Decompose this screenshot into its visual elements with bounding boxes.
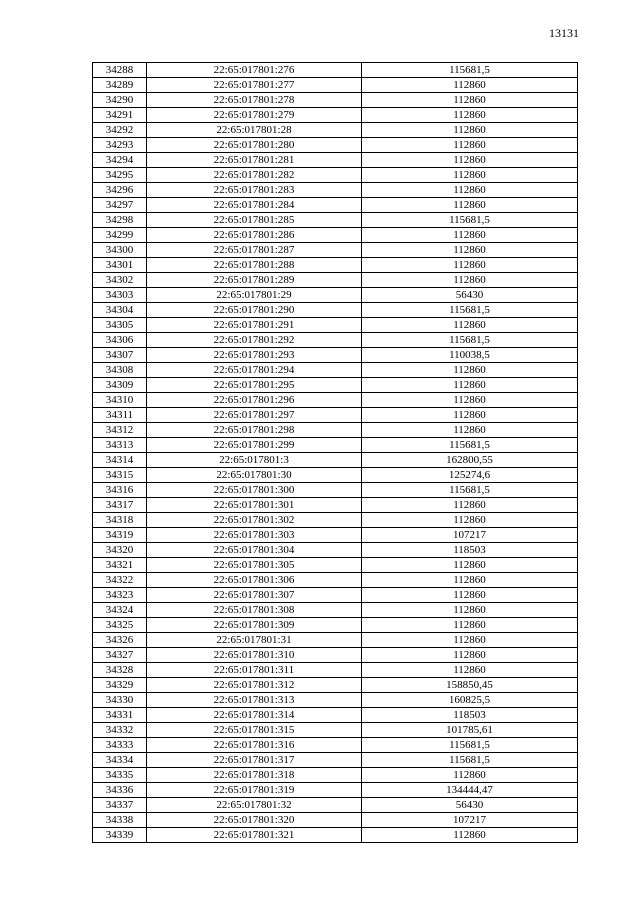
value-cell: 115681,5 xyxy=(362,213,578,228)
row-index-cell: 34321 xyxy=(93,558,147,573)
table-body xyxy=(93,63,578,843)
row-index-cell: 34293 xyxy=(93,138,147,153)
row-index-cell: 34294 xyxy=(93,153,147,168)
cadastral-number-cell: 22:65:017801:297 xyxy=(147,408,362,423)
cadastral-number-cell: 22:65:017801:280 xyxy=(147,138,362,153)
table-row xyxy=(93,678,578,693)
value-cell: 115681,5 xyxy=(362,738,578,753)
value-cell: 112860 xyxy=(362,258,578,273)
row-index-cell: 34313 xyxy=(93,438,147,453)
cadastral-number-cell: 22:65:017801:313 xyxy=(147,693,362,708)
table-row xyxy=(93,153,578,168)
cadastral-number-cell: 22:65:017801:316 xyxy=(147,738,362,753)
cadastral-number-cell: 22:65:017801:285 xyxy=(147,213,362,228)
table-row xyxy=(93,408,578,423)
value-cell: 112860 xyxy=(362,663,578,678)
table-row xyxy=(93,543,578,558)
value-cell: 112860 xyxy=(362,633,578,648)
value-cell: 112860 xyxy=(362,618,578,633)
cadastral-number-cell: 22:65:017801:291 xyxy=(147,318,362,333)
value-cell: 112860 xyxy=(362,558,578,573)
value-cell: 112860 xyxy=(362,108,578,123)
value-cell: 112860 xyxy=(362,588,578,603)
table-row xyxy=(93,528,578,543)
value-cell: 112860 xyxy=(362,153,578,168)
cadastral-number-cell: 22:65:017801:306 xyxy=(147,573,362,588)
value-cell: 118503 xyxy=(362,708,578,723)
table-row xyxy=(93,558,578,573)
table-row xyxy=(93,363,578,378)
cadastral-number-cell: 22:65:017801:312 xyxy=(147,678,362,693)
value-cell: 107217 xyxy=(362,813,578,828)
cadastral-number-cell: 22:65:017801:317 xyxy=(147,753,362,768)
row-index-cell: 34337 xyxy=(93,798,147,813)
cadastral-number-cell: 22:65:017801:320 xyxy=(147,813,362,828)
row-index-cell: 34307 xyxy=(93,348,147,363)
table-row xyxy=(93,183,578,198)
row-index-cell: 34296 xyxy=(93,183,147,198)
row-index-cell: 34303 xyxy=(93,288,147,303)
row-index-cell: 34299 xyxy=(93,228,147,243)
row-index-cell: 34302 xyxy=(93,273,147,288)
cadastral-number-cell: 22:65:017801:31 xyxy=(147,633,362,648)
row-index-cell: 34335 xyxy=(93,768,147,783)
cadastral-number-cell: 22:65:017801:314 xyxy=(147,708,362,723)
value-cell: 115681,5 xyxy=(362,753,578,768)
row-index-cell: 34291 xyxy=(93,108,147,123)
row-index-cell: 34318 xyxy=(93,513,147,528)
value-cell: 110038,5 xyxy=(362,348,578,363)
table-row xyxy=(93,618,578,633)
value-cell: 112860 xyxy=(362,648,578,663)
cadastral-number-cell: 22:65:017801:294 xyxy=(147,363,362,378)
cadastral-number-cell: 22:65:017801:301 xyxy=(147,498,362,513)
row-index-cell: 34298 xyxy=(93,213,147,228)
cadastral-number-cell: 22:65:017801:296 xyxy=(147,393,362,408)
value-cell: 112860 xyxy=(362,768,578,783)
value-cell: 112860 xyxy=(362,513,578,528)
cadastral-number-cell: 22:65:017801:288 xyxy=(147,258,362,273)
table-row xyxy=(93,333,578,348)
row-index-cell: 34314 xyxy=(93,453,147,468)
row-index-cell: 34329 xyxy=(93,678,147,693)
value-cell: 112860 xyxy=(362,168,578,183)
table-row xyxy=(93,228,578,243)
table-row xyxy=(93,423,578,438)
table-row xyxy=(93,768,578,783)
cadastral-number-cell: 22:65:017801:307 xyxy=(147,588,362,603)
row-index-cell: 34332 xyxy=(93,723,147,738)
value-cell: 112860 xyxy=(362,423,578,438)
value-cell: 101785,61 xyxy=(362,723,578,738)
table-row xyxy=(93,123,578,138)
table-row xyxy=(93,753,578,768)
table-row xyxy=(93,468,578,483)
value-cell: 112860 xyxy=(362,228,578,243)
table-row xyxy=(93,93,578,108)
value-cell: 162800,55 xyxy=(362,453,578,468)
table-row xyxy=(93,108,578,123)
table-row xyxy=(93,603,578,618)
value-cell: 107217 xyxy=(362,528,578,543)
value-cell: 115681,5 xyxy=(362,333,578,348)
row-index-cell: 34320 xyxy=(93,543,147,558)
row-index-cell: 34330 xyxy=(93,693,147,708)
row-index-cell: 34309 xyxy=(93,378,147,393)
table-row xyxy=(93,798,578,813)
cadastral-number-cell: 22:65:017801:281 xyxy=(147,153,362,168)
row-index-cell: 34327 xyxy=(93,648,147,663)
table-row xyxy=(93,828,578,843)
cadastral-number-cell: 22:65:017801:308 xyxy=(147,603,362,618)
cadastral-number-cell: 22:65:017801:282 xyxy=(147,168,362,183)
row-index-cell: 34288 xyxy=(93,63,147,78)
row-index-cell: 34334 xyxy=(93,753,147,768)
value-cell: 112860 xyxy=(362,603,578,618)
value-cell: 112860 xyxy=(362,93,578,108)
table-row xyxy=(93,288,578,303)
cadastral-number-cell: 22:65:017801:310 xyxy=(147,648,362,663)
table-row xyxy=(93,393,578,408)
value-cell: 112860 xyxy=(362,378,578,393)
row-index-cell: 34297 xyxy=(93,198,147,213)
row-index-cell: 34338 xyxy=(93,813,147,828)
table-row xyxy=(93,318,578,333)
cadastral-number-cell: 22:65:017801:279 xyxy=(147,108,362,123)
table-row xyxy=(93,453,578,468)
cadastral-number-cell: 22:65:017801:30 xyxy=(147,468,362,483)
cadastral-table xyxy=(92,62,578,843)
cadastral-number-cell: 22:65:017801:289 xyxy=(147,273,362,288)
cadastral-number-cell: 22:65:017801:277 xyxy=(147,78,362,93)
row-index-cell: 34292 xyxy=(93,123,147,138)
value-cell: 134444,47 xyxy=(362,783,578,798)
row-index-cell: 34322 xyxy=(93,573,147,588)
table-row xyxy=(93,708,578,723)
table-row xyxy=(93,138,578,153)
cadastral-number-cell: 22:65:017801:278 xyxy=(147,93,362,108)
table-row xyxy=(93,738,578,753)
cadastral-number-cell: 22:65:017801:303 xyxy=(147,528,362,543)
cadastral-number-cell: 22:65:017801:298 xyxy=(147,423,362,438)
cadastral-number-cell: 22:65:017801:28 xyxy=(147,123,362,138)
table-row xyxy=(93,168,578,183)
table-row xyxy=(93,663,578,678)
table-row xyxy=(93,693,578,708)
cadastral-number-cell: 22:65:017801:318 xyxy=(147,768,362,783)
value-cell: 112860 xyxy=(362,498,578,513)
row-index-cell: 34311 xyxy=(93,408,147,423)
value-cell: 112860 xyxy=(362,138,578,153)
value-cell: 112860 xyxy=(362,408,578,423)
cadastral-number-cell: 22:65:017801:290 xyxy=(147,303,362,318)
row-index-cell: 34310 xyxy=(93,393,147,408)
row-index-cell: 34331 xyxy=(93,708,147,723)
cadastral-number-cell: 22:65:017801:287 xyxy=(147,243,362,258)
row-index-cell: 34301 xyxy=(93,258,147,273)
cadastral-number-cell: 22:65:017801:276 xyxy=(147,63,362,78)
value-cell: 118503 xyxy=(362,543,578,558)
row-index-cell: 34326 xyxy=(93,633,147,648)
table-row xyxy=(93,633,578,648)
table-row xyxy=(93,783,578,798)
row-index-cell: 34289 xyxy=(93,78,147,93)
table-row xyxy=(93,378,578,393)
table-row xyxy=(93,438,578,453)
value-cell: 56430 xyxy=(362,288,578,303)
cadastral-number-cell: 22:65:017801:309 xyxy=(147,618,362,633)
row-index-cell: 34305 xyxy=(93,318,147,333)
cadastral-number-cell: 22:65:017801:300 xyxy=(147,483,362,498)
value-cell: 112860 xyxy=(362,183,578,198)
row-index-cell: 34324 xyxy=(93,603,147,618)
row-index-cell: 34304 xyxy=(93,303,147,318)
cadastral-number-cell: 22:65:017801:311 xyxy=(147,663,362,678)
cadastral-number-cell: 22:65:017801:304 xyxy=(147,543,362,558)
table-row xyxy=(93,573,578,588)
cadastral-number-cell: 22:65:017801:302 xyxy=(147,513,362,528)
value-cell: 112860 xyxy=(362,573,578,588)
table-row xyxy=(93,78,578,93)
row-index-cell: 34312 xyxy=(93,423,147,438)
value-cell: 112860 xyxy=(362,123,578,138)
value-cell: 112860 xyxy=(362,828,578,843)
value-cell: 112860 xyxy=(362,273,578,288)
value-cell: 115681,5 xyxy=(362,438,578,453)
row-index-cell: 34336 xyxy=(93,783,147,798)
row-index-cell: 34300 xyxy=(93,243,147,258)
value-cell: 160825,5 xyxy=(362,693,578,708)
table-row xyxy=(93,513,578,528)
table-row xyxy=(93,723,578,738)
cadastral-number-cell: 22:65:017801:305 xyxy=(147,558,362,573)
table-row xyxy=(93,273,578,288)
cadastral-number-cell: 22:65:017801:299 xyxy=(147,438,362,453)
cadastral-number-cell: 22:65:017801:319 xyxy=(147,783,362,798)
table-row xyxy=(93,813,578,828)
value-cell: 112860 xyxy=(362,363,578,378)
value-cell: 112860 xyxy=(362,318,578,333)
row-index-cell: 34333 xyxy=(93,738,147,753)
cadastral-number-cell: 22:65:017801:315 xyxy=(147,723,362,738)
table-row xyxy=(93,213,578,228)
cadastral-number-cell: 22:65:017801:286 xyxy=(147,228,362,243)
cadastral-number-cell: 22:65:017801:284 xyxy=(147,198,362,213)
value-cell: 112860 xyxy=(362,78,578,93)
cadastral-number-cell: 22:65:017801:293 xyxy=(147,348,362,363)
row-index-cell: 34328 xyxy=(93,663,147,678)
table-row xyxy=(93,348,578,363)
value-cell: 112860 xyxy=(362,393,578,408)
table-row xyxy=(93,303,578,318)
table-row xyxy=(93,198,578,213)
row-index-cell: 34317 xyxy=(93,498,147,513)
table-row xyxy=(93,243,578,258)
table-row xyxy=(93,588,578,603)
row-index-cell: 34315 xyxy=(93,468,147,483)
row-index-cell: 34295 xyxy=(93,168,147,183)
value-cell: 112860 xyxy=(362,198,578,213)
row-index-cell: 34325 xyxy=(93,618,147,633)
cadastral-number-cell: 22:65:017801:3 xyxy=(147,453,362,468)
table-row xyxy=(93,648,578,663)
cadastral-number-cell: 22:65:017801:321 xyxy=(147,828,362,843)
value-cell: 115681,5 xyxy=(362,63,578,78)
cadastral-number-cell: 22:65:017801:32 xyxy=(147,798,362,813)
cadastral-number-cell: 22:65:017801:283 xyxy=(147,183,362,198)
cadastral-number-cell: 22:65:017801:29 xyxy=(147,288,362,303)
value-cell: 112860 xyxy=(362,243,578,258)
row-index-cell: 34316 xyxy=(93,483,147,498)
table-row xyxy=(93,498,578,513)
cadastral-number-cell: 22:65:017801:292 xyxy=(147,333,362,348)
value-cell: 115681,5 xyxy=(362,483,578,498)
value-cell: 125274,6 xyxy=(362,468,578,483)
page-number: 13131 xyxy=(549,26,579,40)
row-index-cell: 34319 xyxy=(93,528,147,543)
row-index-cell: 34290 xyxy=(93,93,147,108)
value-cell: 115681,5 xyxy=(362,303,578,318)
value-cell: 158850,45 xyxy=(362,678,578,693)
row-index-cell: 34339 xyxy=(93,828,147,843)
table-row xyxy=(93,258,578,273)
table-row xyxy=(93,483,578,498)
row-index-cell: 34308 xyxy=(93,363,147,378)
row-index-cell: 34323 xyxy=(93,588,147,603)
table-row xyxy=(93,63,578,78)
cadastral-number-cell: 22:65:017801:295 xyxy=(147,378,362,393)
value-cell: 56430 xyxy=(362,798,578,813)
row-index-cell: 34306 xyxy=(93,333,147,348)
